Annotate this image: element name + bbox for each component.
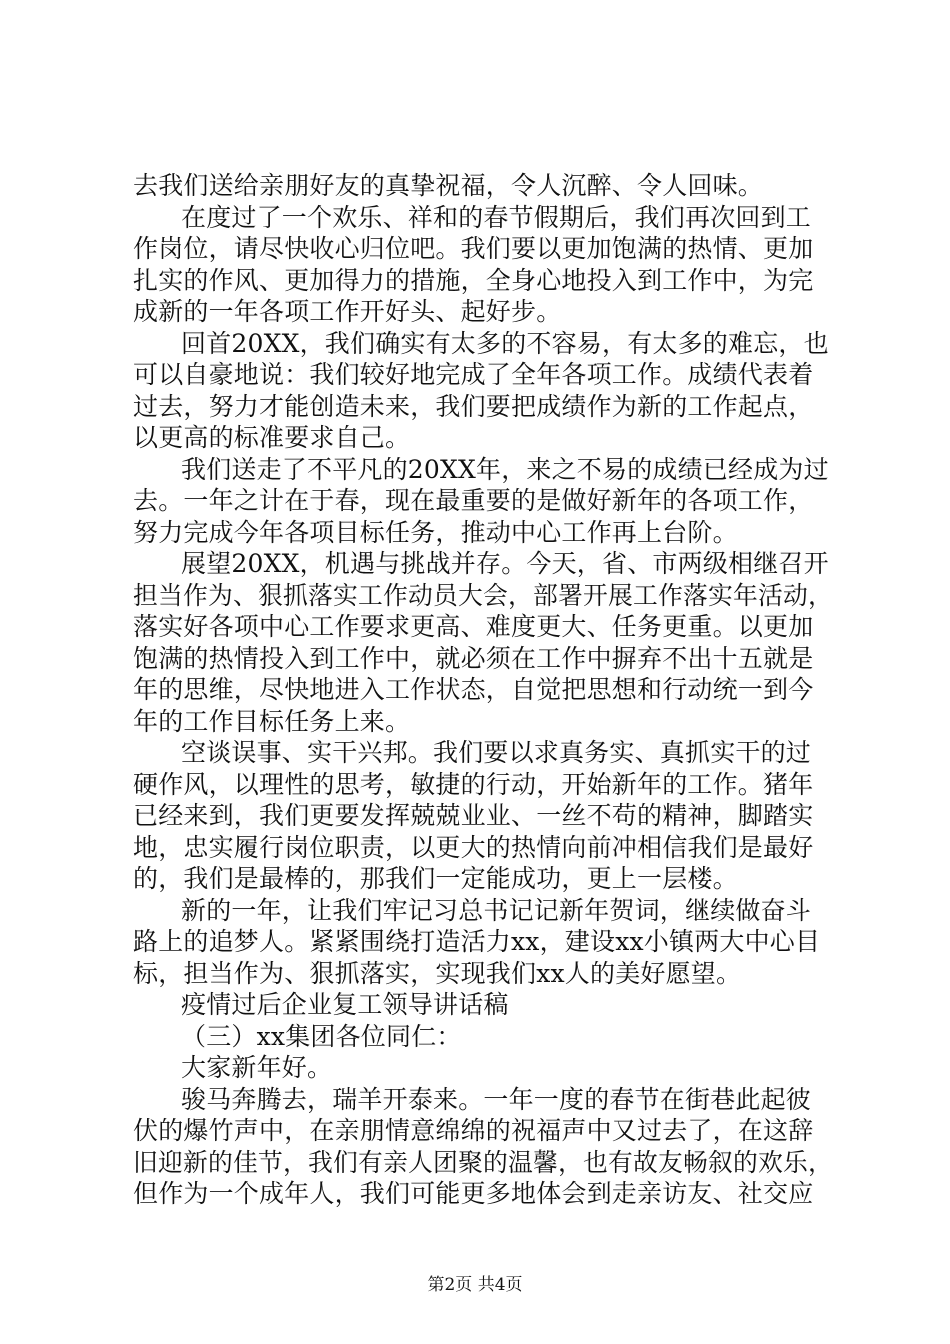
text-line: 伏的爆竹声中，在亲朋情意绵绵的祝福声中又过去了，在这辞 <box>133 1116 814 1145</box>
text-line: 地，忠实履行岗位职责，以更大的热情向前冲相信我们是最好 <box>133 832 814 862</box>
text-line: 但作为一个成年人，我们可能更多地体会到走亲访友、社交应 <box>133 1179 814 1208</box>
text-line: 硬作风，以理性的思考，敏捷的行动，开始新年的工作。猪年 <box>133 769 814 799</box>
text-line: 我们送走了不平凡的20XX年，来之不易的成绩已经成为过 <box>181 454 829 484</box>
text-line: 新的一年，让我们牢记习总书记记新年贺词，继续做奋斗 <box>181 895 812 925</box>
text-line: （三）xx集团各位同仁： <box>181 1021 462 1051</box>
text-line: 去我们送给亲朋好友的真挚祝福，令人沉醉、令人回味。 <box>133 171 764 200</box>
text-line: 成新的一年各项工作开好头、起好步。 <box>133 297 562 326</box>
text-line: 努力完成今年各项目标任务，推动中心工作再上台阶。 <box>133 517 738 547</box>
text-line: 大家新年好。 <box>181 1053 333 1082</box>
text-line: 以更高的标准要求自己。 <box>133 423 411 452</box>
text-line: 路上的追梦人。紧紧围绕打造活力xx，建设xx小镇两大中心目 <box>133 927 821 956</box>
text-line: 担当作为、狠抓落实工作动员大会，部署开展工作落实年活动， <box>133 580 833 610</box>
text-line: 回首20XX，我们确实有太多的不容易，有太多的难忘，也 <box>181 328 829 358</box>
text-line: 标，担当作为、狠抓落实，实现我们xx人的美好愿望。 <box>133 958 742 988</box>
text-line: 在度过了一个欢乐、祥和的春节假期后，我们再次回到工 <box>181 202 812 232</box>
text-line: 饱满的热情投入到工作中，就必须在工作中摒弃不出十五就是 <box>133 643 814 673</box>
text-line: 的，我们是最棒的，那我们一定能成功，更上一层楼。 <box>133 864 738 893</box>
text-line: 疫情过后企业复工领导讲话稿 <box>181 990 509 1019</box>
text-line: 已经来到，我们更要发挥兢兢业业、一丝不苟的精神，脚踏实 <box>133 801 814 830</box>
text-line: 年的思维，尽快地进入工作状态，自觉把思想和行动统一到今 <box>133 675 814 704</box>
text-line: 扎实的作风、更加得力的措施，全身心地投入到工作中，为完 <box>133 265 814 295</box>
text-line: 过去，努力才能创造未来，我们要把成绩作为新的工作起点， <box>133 391 814 421</box>
text-line: 展望20XX，机遇与挑战并存。今天，省、市两级相继召开 <box>181 549 829 578</box>
document-body <box>133 170 833 1210</box>
text-line: 空谈误事、实干兴邦。我们要以求真务实、真抓实干的过 <box>181 738 812 767</box>
page-footer: 第2页 共4页 <box>427 1275 523 1295</box>
text-line: 作岗位，请尽快收心归位吧。我们要以更加饱满的热情、更加 <box>133 234 814 263</box>
text-line: 骏马奔腾去，瑞羊开泰来。一年一度的春节在街巷此起彼 <box>181 1084 812 1114</box>
text-line: 旧迎新的佳节，我们有亲人团聚的温馨，也有故友畅叙的欢乐， <box>133 1147 833 1177</box>
text-line: 年的工作目标任务上来。 <box>133 706 411 736</box>
text-line: 可以自豪地说：我们较好地完成了全年各项工作。成绩代表着 <box>133 360 814 389</box>
text-line: 落实好各项中心工作要求更高、难度更大、任务更重。以更加 <box>133 612 814 641</box>
text-line: 去。一年之计在于春，现在最重要的是做好新年的各项工作， <box>133 486 814 515</box>
